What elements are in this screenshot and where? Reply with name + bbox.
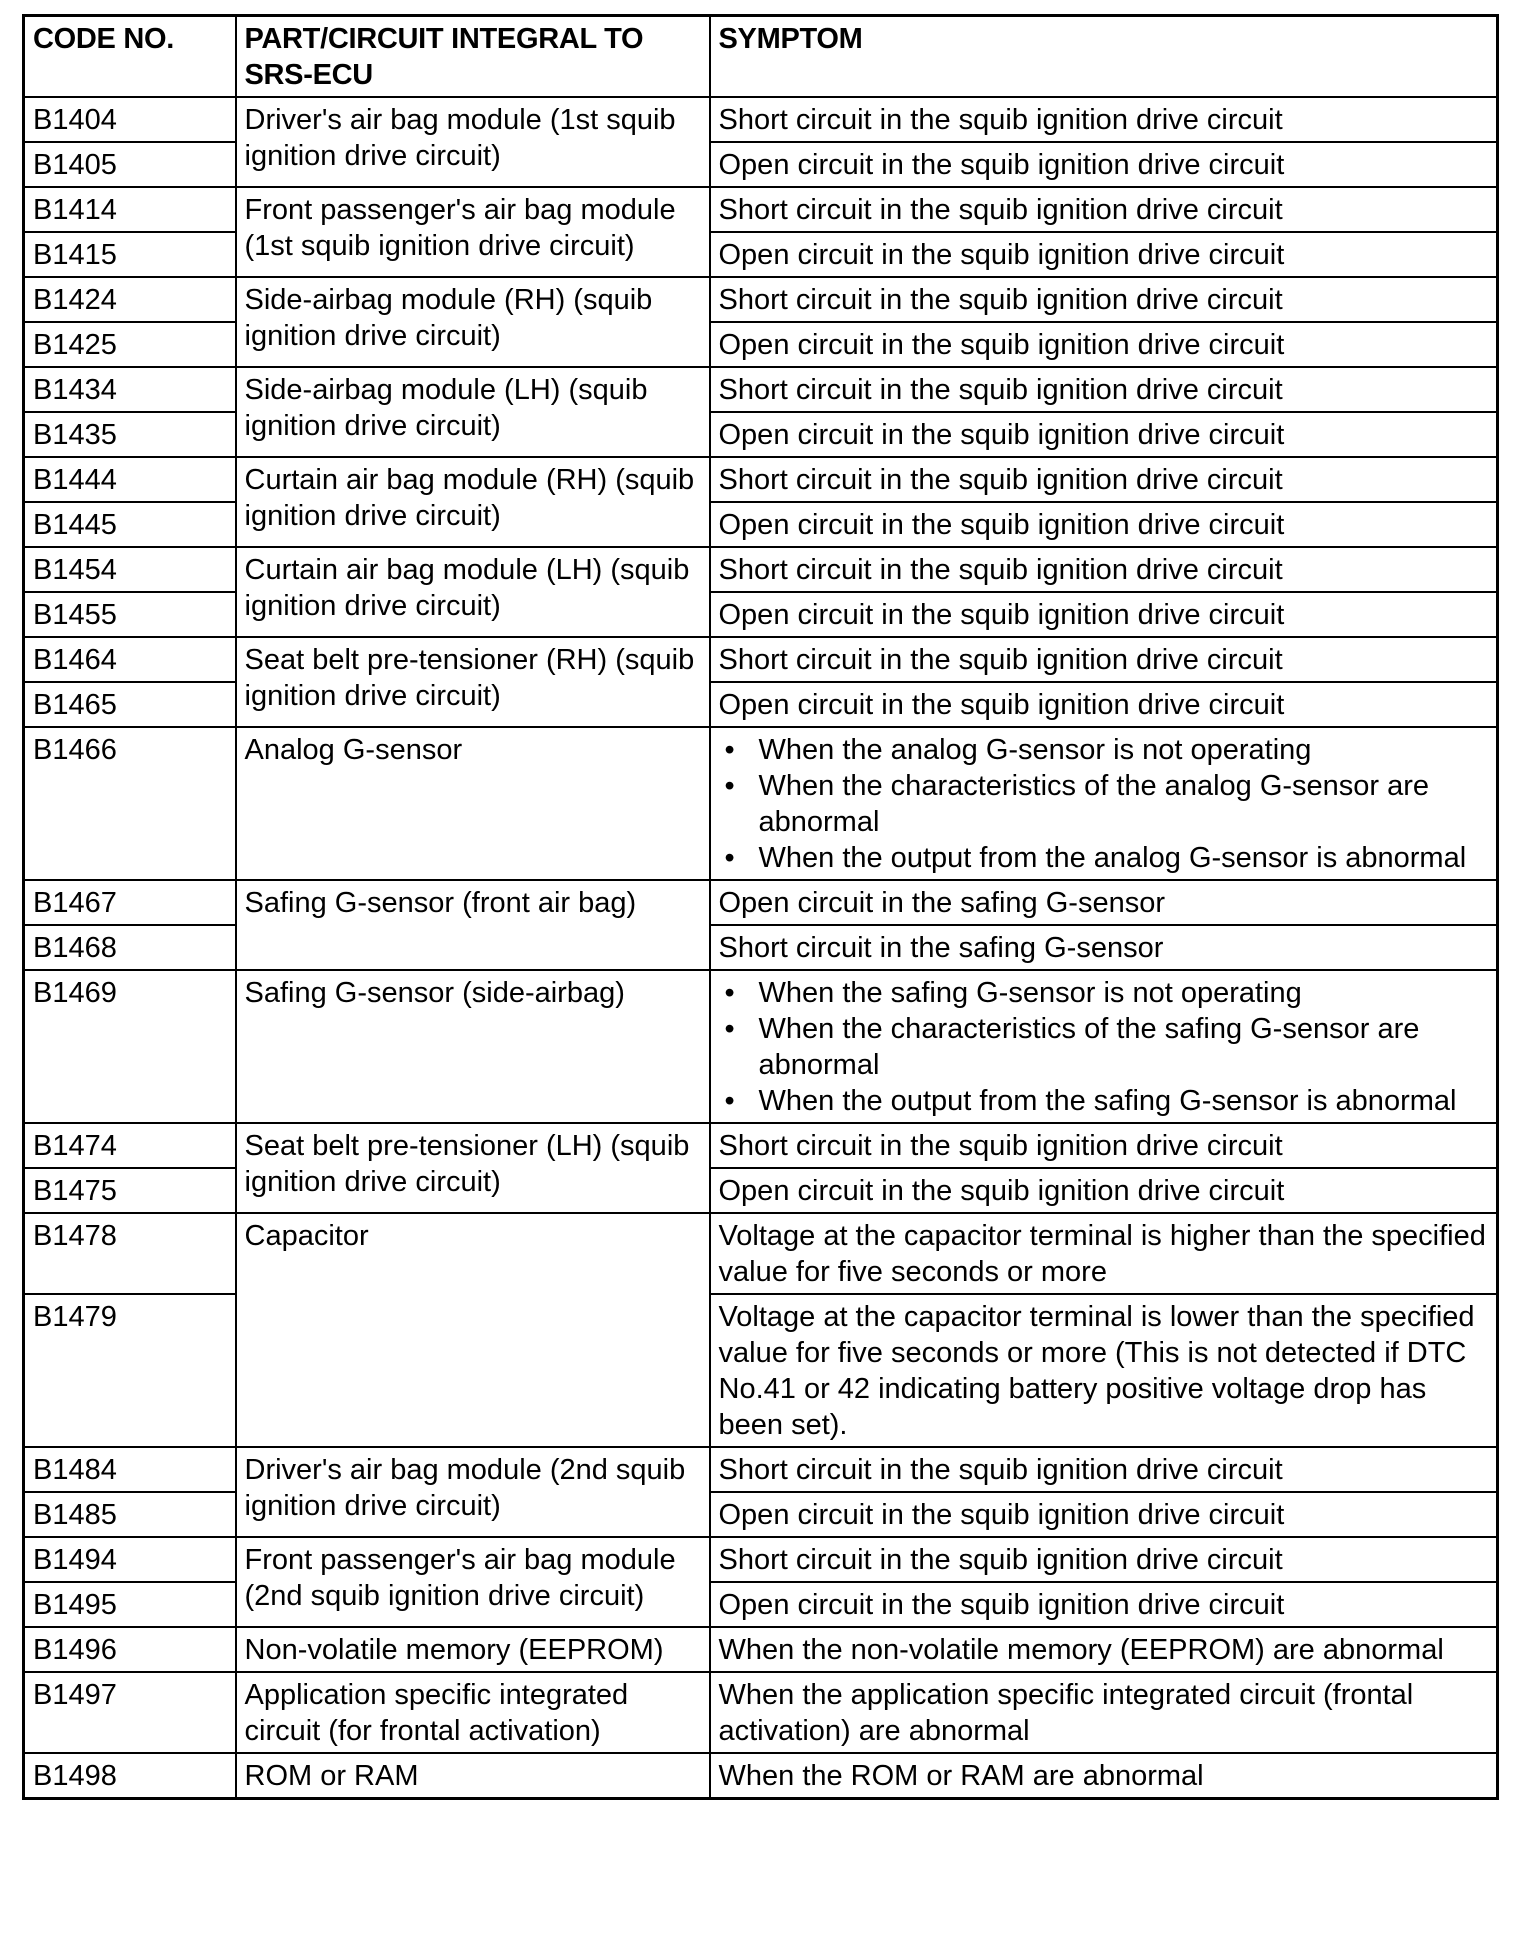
code-cell: B1435 (24, 412, 236, 457)
code-cell: B1464 (24, 637, 236, 682)
table-header (24, 16, 1498, 98)
symptom-list-item: • When the characteristics of the safing G-sensor are abnormal (719, 1011, 1489, 1083)
code-cell: B1479 (24, 1294, 236, 1447)
code-cell: B1466 (24, 727, 236, 880)
part-cell: Front passenger's air bag module (2nd squib ignition drive circuit) (236, 1537, 710, 1627)
symptom-cell: Open circuit in the squib ignition drive circuit (710, 322, 1498, 367)
symptom-cell: When the application specific integrated circuit (frontal activation) are abnormal (710, 1672, 1498, 1753)
part-cell: Capacitor (236, 1213, 710, 1447)
symptom-cell: Short circuit in the squib ignition drive circuit (710, 97, 1498, 142)
code-cell: B1425 (24, 322, 236, 367)
table-row (24, 1447, 1498, 1492)
code-cell: B1424 (24, 277, 236, 322)
symptom-cell: Short circuit in the squib ignition drive circuit (710, 187, 1498, 232)
code-cell: B1497 (24, 1672, 236, 1753)
symptom-cell: Open circuit in the squib ignition drive circuit (710, 412, 1498, 457)
part-cell: Safing G-sensor (front air bag) (236, 880, 710, 970)
symptom-cell: Voltage at the capacitor terminal is lower than the specified value for five seconds or more (This is not detected if DTC No.41 or 42 indicating battery positive voltage drop has been set). (710, 1294, 1498, 1447)
symptom-cell: When the non-volatile memory (EEPROM) are abnormal (710, 1627, 1498, 1672)
part-cell: Application specific integrated circuit (for frontal activation) (236, 1672, 710, 1753)
code-cell: B1467 (24, 880, 236, 925)
symptom-cell: Short circuit in the squib ignition drive circuit (710, 637, 1498, 682)
part-cell: Driver's air bag module (1st squib ignition drive circuit) (236, 97, 710, 187)
symptom-list-item: • When the characteristics of the analog G-sensor are abnormal (719, 768, 1489, 840)
header-part: PART/CIRCUIT INTEGRAL TO SRS-ECU (236, 16, 710, 98)
table-row (24, 727, 1498, 880)
code-cell: B1498 (24, 1753, 236, 1799)
table-row (24, 277, 1498, 322)
symptom-cell: Open circuit in the squib ignition drive circuit (710, 1168, 1498, 1213)
symptom-cell (710, 970, 1498, 1123)
symptom-cell: Short circuit in the safing G-sensor (710, 925, 1498, 970)
table-row (24, 1672, 1498, 1753)
symptom-cell: Open circuit in the squib ignition drive circuit (710, 1582, 1498, 1627)
part-cell: Front passenger's air bag module (1st squib ignition drive circuit) (236, 187, 710, 277)
table-body (24, 97, 1498, 1799)
code-cell: B1445 (24, 502, 236, 547)
header-code: CODE NO. (24, 16, 236, 98)
symptom-list (719, 975, 1489, 1119)
code-cell: B1415 (24, 232, 236, 277)
code-cell: B1495 (24, 1582, 236, 1627)
symptom-list-item: • When the safing G-sensor is not operating (719, 975, 1489, 1011)
code-cell: B1469 (24, 970, 236, 1123)
table-row (24, 1213, 1498, 1294)
code-cell: B1404 (24, 97, 236, 142)
table-row (24, 457, 1498, 502)
symptom-cell: Short circuit in the squib ignition drive circuit (710, 277, 1498, 322)
code-cell: B1455 (24, 592, 236, 637)
part-cell: Driver's air bag module (2nd squib ignition drive circuit) (236, 1447, 710, 1537)
part-cell: Safing G-sensor (side-airbag) (236, 970, 710, 1123)
code-cell: B1478 (24, 1213, 236, 1294)
code-cell: B1444 (24, 457, 236, 502)
code-cell: B1494 (24, 1537, 236, 1582)
symptom-list-item: • When the output from the safing G-sensor is abnormal (719, 1083, 1489, 1119)
table-row (24, 1627, 1498, 1672)
table-row (24, 1123, 1498, 1168)
symptom-cell: Short circuit in the squib ignition drive circuit (710, 547, 1498, 592)
code-cell: B1475 (24, 1168, 236, 1213)
code-cell: B1496 (24, 1627, 236, 1672)
part-cell: Curtain air bag module (LH) (squib ignition drive circuit) (236, 547, 710, 637)
table-row (24, 637, 1498, 682)
table-row (24, 970, 1498, 1123)
part-cell: Seat belt pre-tensioner (LH) (squib ignition drive circuit) (236, 1123, 710, 1213)
symptom-cell: Short circuit in the squib ignition drive circuit (710, 1447, 1498, 1492)
symptom-cell: Short circuit in the squib ignition drive circuit (710, 367, 1498, 412)
part-cell: Non-volatile memory (EEPROM) (236, 1627, 710, 1672)
table-row (24, 880, 1498, 925)
code-cell: B1474 (24, 1123, 236, 1168)
code-cell: B1414 (24, 187, 236, 232)
symptom-cell: Open circuit in the squib ignition drive circuit (710, 1492, 1498, 1537)
symptom-cell (710, 727, 1498, 880)
symptom-list-item: • When the analog G-sensor is not operating (719, 732, 1489, 768)
code-cell: B1468 (24, 925, 236, 970)
table-row (24, 547, 1498, 592)
table-row (24, 1537, 1498, 1582)
code-cell: B1485 (24, 1492, 236, 1537)
table-row (24, 97, 1498, 142)
symptom-cell: When the ROM or RAM are abnormal (710, 1753, 1498, 1799)
code-cell: B1465 (24, 682, 236, 727)
symptom-list (719, 732, 1489, 876)
part-cell: ROM or RAM (236, 1753, 710, 1799)
code-cell: B1405 (24, 142, 236, 187)
header-row (24, 16, 1498, 98)
code-cell: B1454 (24, 547, 236, 592)
part-cell: Side-airbag module (RH) (squib ignition drive circuit) (236, 277, 710, 367)
table-row (24, 1753, 1498, 1799)
part-cell: Analog G-sensor (236, 727, 710, 880)
symptom-cell: Short circuit in the squib ignition drive circuit (710, 1537, 1498, 1582)
part-cell: Seat belt pre-tensioner (RH) (squib ignition drive circuit) (236, 637, 710, 727)
symptom-cell: Open circuit in the squib ignition drive circuit (710, 232, 1498, 277)
table-row (24, 187, 1498, 232)
symptom-cell: Open circuit in the squib ignition drive circuit (710, 592, 1498, 637)
symptom-cell: Open circuit in the safing G-sensor (710, 880, 1498, 925)
symptom-cell: Short circuit in the squib ignition drive circuit (710, 1123, 1498, 1168)
part-cell: Side-airbag module (LH) (squib ignition drive circuit) (236, 367, 710, 457)
symptom-cell: Open circuit in the squib ignition drive circuit (710, 142, 1498, 187)
part-cell: Curtain air bag module (RH) (squib ignition drive circuit) (236, 457, 710, 547)
code-cell: B1484 (24, 1447, 236, 1492)
symptom-cell: Open circuit in the squib ignition drive circuit (710, 502, 1498, 547)
symptom-cell: Voltage at the capacitor terminal is higher than the specified value for five seconds or more (710, 1213, 1498, 1294)
symptom-cell: Open circuit in the squib ignition drive circuit (710, 682, 1498, 727)
code-cell: B1434 (24, 367, 236, 412)
dtc-table (22, 14, 1499, 1800)
symptom-cell: Short circuit in the squib ignition drive circuit (710, 457, 1498, 502)
header-symptom: SYMPTOM (710, 16, 1498, 98)
symptom-list-item: • When the output from the analog G-sensor is abnormal (719, 840, 1489, 876)
table-row (24, 367, 1498, 412)
